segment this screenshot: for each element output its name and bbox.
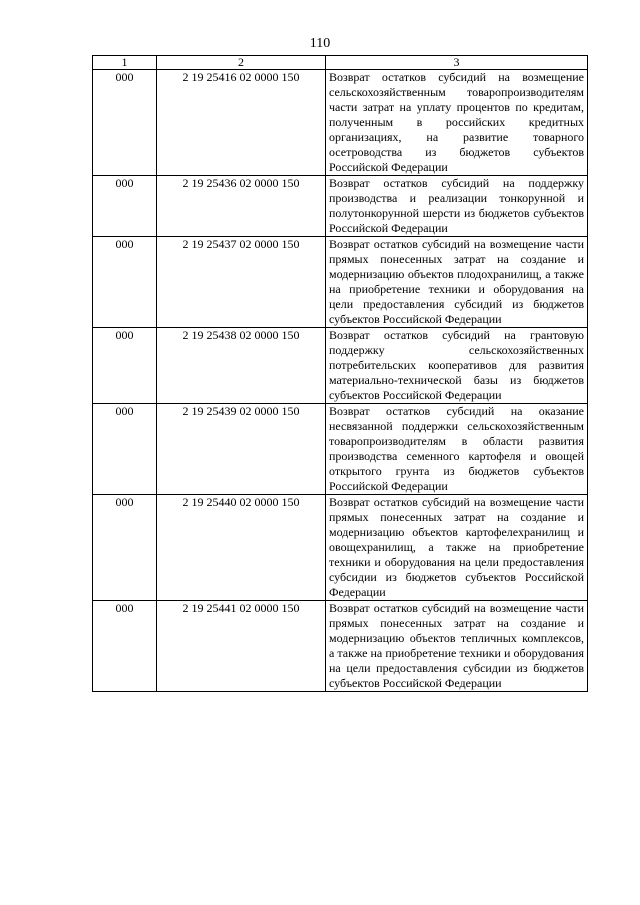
table-row [93, 176, 588, 237]
admin-code-cell: 000 [93, 237, 157, 328]
table-row [93, 328, 588, 404]
page-number: 110 [309, 36, 331, 51]
admin-code-cell: 000 [93, 176, 157, 237]
table-row [93, 237, 588, 328]
admin-code-cell: 000 [93, 601, 157, 692]
table-row [93, 601, 588, 692]
description-cell: Возврат остатков субсидий на возмещение части прямых понесенных затрат на создание и модернизацию объектов картофелехранилищ и овощехранилищ, а также на приобретение техники и оборудования на цели предоставления субсидии из бюджетов субъектов Российской Федерации [326, 495, 588, 601]
budget-code-cell: 2 19 25441 02 0000 150 [157, 601, 326, 692]
column-header-2: 2 [157, 56, 326, 70]
admin-code-cell: 000 [93, 495, 157, 601]
budget-code-cell: 2 19 25439 02 0000 150 [157, 404, 326, 495]
admin-code-cell: 000 [93, 404, 157, 495]
admin-code-cell: 000 [93, 328, 157, 404]
budget-code-cell: 2 19 25437 02 0000 150 [157, 237, 326, 328]
description-cell: Возврат остатков субсидий на поддержку производства и реализации тонкорунной и полутонкорунной шерсти из бюджетов субъектов Российской Федерации [326, 176, 588, 237]
table-header-row [93, 56, 588, 70]
budget-code-cell: 2 19 25416 02 0000 150 [157, 70, 326, 176]
table-row [93, 404, 588, 495]
table-row [93, 70, 588, 176]
budget-code-cell: 2 19 25440 02 0000 150 [157, 495, 326, 601]
description-cell: Возврат остатков субсидий на возмещение части прямых понесенных затрат на создание и модернизацию объектов плодохранилищ, а также на приобретение техники и оборудования на цели предоставления субсидий из бюджетов субъектов Российской Федерации [326, 237, 588, 328]
description-cell: Возврат остатков субсидий на оказание несвязанной поддержки сельскохозяйственным товаропроизводителям в области развития производства семенного картофеля и овощей открытого грунта из бюджетов субъектов Российской Федерации [326, 404, 588, 495]
table-row [93, 495, 588, 601]
description-cell: Возврат остатков субсидий на грантовую поддержку сельскохозяйственных потребительских кооперативов для развития материально-технической базы из бюджетов субъектов Российской Федерации [326, 328, 588, 404]
column-header-3: 3 [326, 56, 588, 70]
description-cell: Возврат остатков субсидий на возмещение сельскохозяйственным товаропроизводителям части затрат на уплату процентов по кредитам, полученным в российских кредитных организациях, на развитие товарного осетроводства из бюджетов субъектов Российской Федерации [326, 70, 588, 176]
description-cell: Возврат остатков субсидий на возмещение части прямых понесенных затрат на создание и модернизацию объектов тепличных комплексов, а также на приобретение техники и оборудования на цели предоставления субсидии из бюджетов субъектов Российской Федерации [326, 601, 588, 692]
column-header-1: 1 [93, 56, 157, 70]
admin-code-cell: 000 [93, 70, 157, 176]
budget-code-cell: 2 19 25438 02 0000 150 [157, 328, 326, 404]
budget-code-cell: 2 19 25436 02 0000 150 [157, 176, 326, 237]
budget-classification-table [92, 55, 588, 692]
